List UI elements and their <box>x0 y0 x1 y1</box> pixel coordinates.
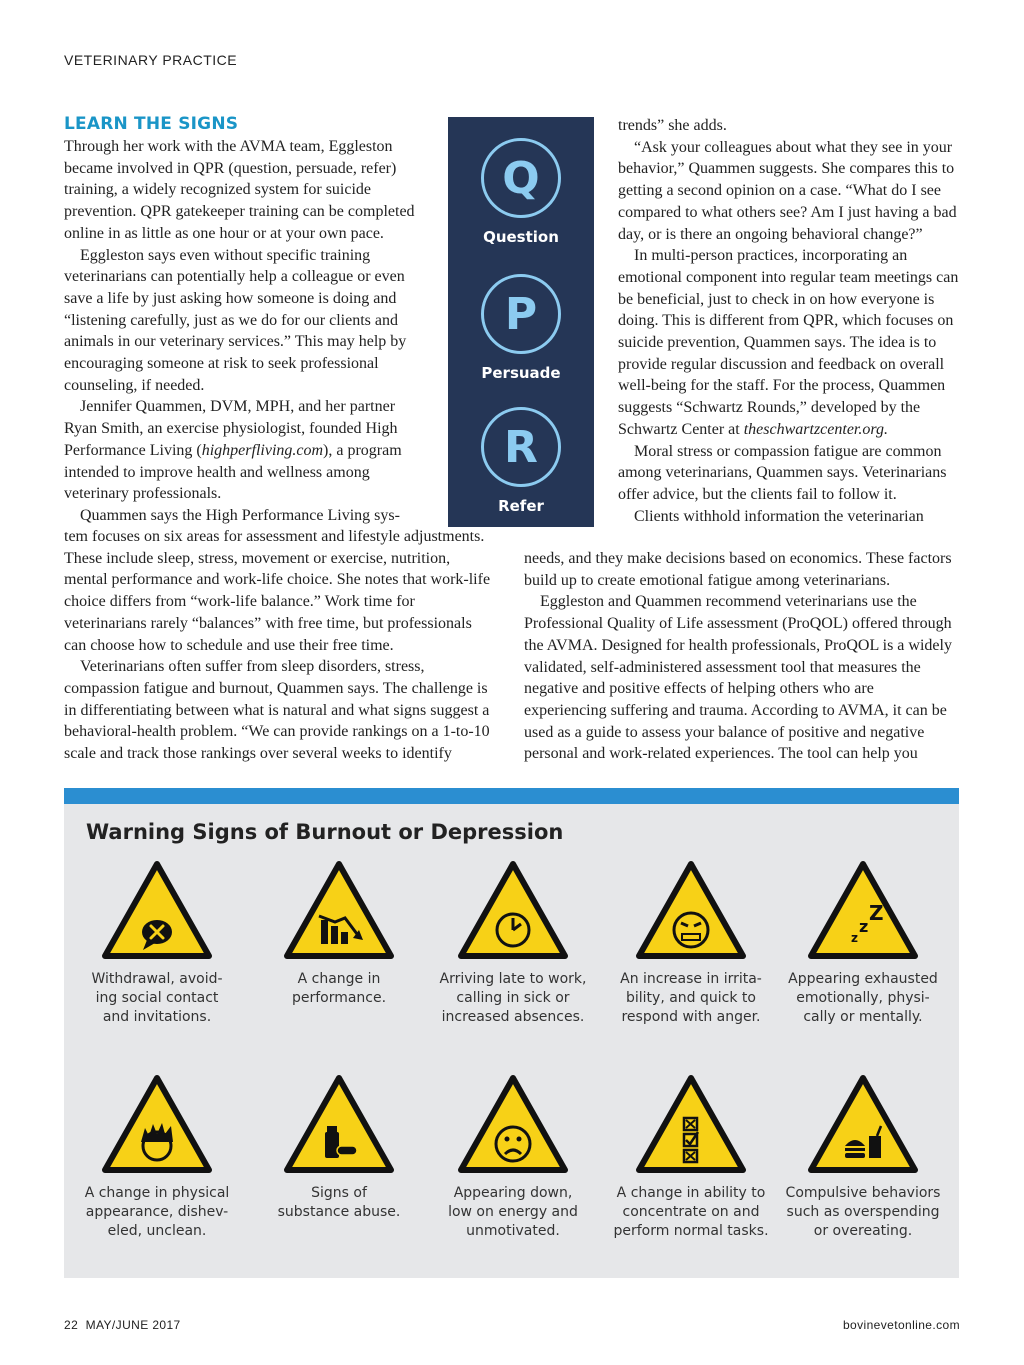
zzz-icon <box>807 860 919 960</box>
declining-chart-icon <box>283 860 395 960</box>
svg-text:z: z <box>851 931 858 945</box>
sign-caption: Compulsive behaviors such as overspending or overeating. <box>785 1185 941 1239</box>
speech-x-icon <box>101 860 213 960</box>
messy-hair-head-icon <box>101 1074 213 1174</box>
article-column-left-top <box>64 136 419 527</box>
section-heading: LEARN THE SIGNS <box>64 114 239 134</box>
warning-sign-irritability <box>606 860 776 1027</box>
running-header: VETERINARY PRACTICE <box>64 52 238 68</box>
paragraph: needs, and they make decisions based on economics. These factors build up to create emotional fatigue among veterinarians. <box>524 550 952 589</box>
panel-title: Warning Signs of Burnout or Depression <box>86 820 564 844</box>
warning-sign-substance <box>254 1074 424 1222</box>
qpr-label: Refer <box>498 497 544 515</box>
svg-text:Z: Z <box>869 901 884 925</box>
paragraph: Eggleston and Quammen recommend veterinarians use the Professional Quality of Life assessment (ProQOL) offered through the AVMA. Designed for health professionals, ProQOL is a widely validated, self-administered assessment tool that measures the negative and positive effects of helping others who are experiencing suffering and trauma. According to AVMA, it can be used as a guide to assess your balance of positive and negative personal and work-related experiences. The tool can help you <box>524 593 952 763</box>
paragraph: Quammen says the High Performance Living sys- <box>80 506 400 524</box>
sad-face-icon <box>457 1074 569 1174</box>
panel-top-bar <box>64 788 959 804</box>
qpr-letter-circle: P <box>481 274 561 354</box>
paragraph: Clients withhold information the veterinarian <box>634 507 924 525</box>
bottle-pill-icon <box>283 1074 395 1174</box>
paragraph: tem focuses on six areas for assessment and lifestyle adjustments. These include sleep, stress, movement or exercise, nutrition, mental performance and work-life choice. She notes that work-life choice differs from “work-life balance.” Work time for veterinarians rarely “balances” with free time, but professionals can choose how to schedule and use their free time. <box>64 528 491 654</box>
paragraph: Eggleston says even without specific training veterinarians can potentially help a colleague or even save a life by just asking how someone is doing and “listening carefully, just as we do for our clients and animals in our veterinary services.” This may help by encouraging someone at risk to seek professional counseling, if needed. <box>64 246 407 394</box>
checklist-icon <box>635 1074 747 1174</box>
text-run: In multi-person practices, incorporating an emotional component into regular team meetings can be beneficial, just to check in on how everyone is doing. This is different from QPR, which focuses on suicide prevention, Quammen says. The idea is to provide regular discussion and feedback on overall well-being for the staff. For the process, Quammen suggests “Schwartz Rounds,” developed by the Schwartz Center at <box>618 247 959 438</box>
site-url: bovinevetonline.com <box>842 1318 960 1332</box>
qpr-label: Question <box>483 228 559 246</box>
article-column-right-top <box>618 115 960 527</box>
qpr-letter-circle: R <box>481 407 561 487</box>
sign-caption: Appearing down, low on energy and unmotivated. <box>448 1185 578 1239</box>
paragraph: Moral stress or compassion fatigue are common among veterinarians, Quammen says. Veterinarians offer advice, but the clients fail to follow it. <box>618 442 947 503</box>
warning-sign-performance <box>254 860 424 1008</box>
sign-caption: Arriving late to work, calling in sick or increased absences. <box>439 971 587 1025</box>
warning-sign-concentration <box>606 1074 776 1241</box>
warning-sign-withdrawal <box>72 860 242 1027</box>
paragraph: Through her work with the AVMA team, Eggleston became involved in QPR (question, persuade, refer) training, a widely recognized system for suicide prevention. QPR gatekeeper training can be completed online in as little as one hour or at your own pace. <box>64 138 415 242</box>
sign-caption: Signs of substance abuse. <box>277 1185 401 1220</box>
paragraph <box>64 396 419 505</box>
paragraph: Veterinarians often suffer from sleep disorders, stress, compassion fatigue and burnout, Quammen says. The challenge is in differentiating between what is natural and what signs suggest a behavioral-health problem. “We can provide rankings on a 1-to-10 scale and track those rankings over several weeks to identify <box>64 658 490 763</box>
clock-icon <box>457 860 569 960</box>
warning-sign-appearance <box>72 1074 242 1241</box>
qpr-letter-circle: Q <box>481 138 561 218</box>
sign-caption: A change in ability to concentrate on and perform normal tasks. <box>613 1185 769 1239</box>
warning-sign-compulsive <box>778 1074 948 1241</box>
qpr-sidebar <box>448 117 594 527</box>
text-run: ), a program intended to improve health and wellness among veterinary professionals. <box>64 441 402 503</box>
paragraph: trends” she adds. <box>618 117 727 134</box>
warning-sign-low-energy <box>428 1074 598 1241</box>
warning-sign-lateness <box>428 860 598 1027</box>
qpr-label: Persuade <box>481 364 561 382</box>
website-link[interactable]: theschwartzcenter.org. <box>743 420 889 438</box>
angry-face-icon <box>635 860 747 960</box>
svg-text:z: z <box>859 917 869 936</box>
website-link[interactable]: highperfliving.com <box>201 441 324 459</box>
burger-drink-icon <box>807 1074 919 1174</box>
page-folio: 22 MAY/JUNE 2017 <box>64 1318 181 1332</box>
qpr-question <box>448 138 594 246</box>
warning-signs-panel <box>64 788 959 1278</box>
paragraph: “Ask your colleagues about what they see in your behavior,” Quammen suggests. She compares this to getting a second opinion on a case. “What do I see compared to what others see? Am I just having a bad day, or is there an ongoing behavioral change?” <box>618 138 957 243</box>
warning-sign-exhaustion <box>778 860 948 1027</box>
text-run: Jennifer Quammen, DVM, MPH, and her partner Ryan Smith, an exercise physiologist, founded High Performance Living ( <box>64 398 398 459</box>
article-column-right-bottom <box>524 548 960 765</box>
sign-caption: A change in performance. <box>291 971 387 1006</box>
qpr-refer <box>448 407 594 515</box>
qpr-persuade <box>448 274 594 382</box>
sign-caption: Withdrawal, avoid- ing social contact and invitations. <box>91 971 223 1025</box>
article-column-left-bottom <box>64 526 494 765</box>
sign-caption: An increase in irrita- bility, and quick to respond with anger. <box>620 971 762 1025</box>
sign-caption: A change in physical appearance, dishev- eled, unclean. <box>84 1185 230 1239</box>
sign-caption: Appearing exhausted emotionally, physi- cally or mentally. <box>788 971 938 1025</box>
paragraph <box>618 245 960 440</box>
